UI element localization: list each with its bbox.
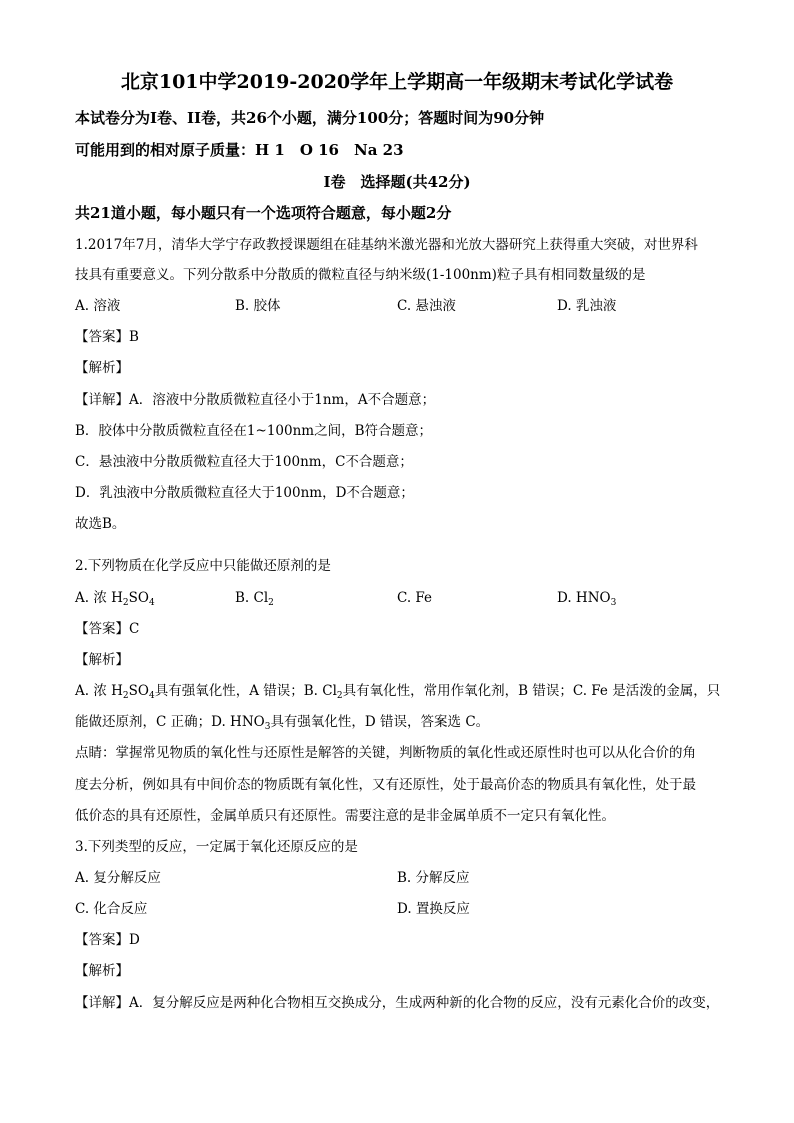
q2-option-a: [75, 589, 155, 607]
q1-detail-line-1: 【详解】A．溶液中分散质微粒直径小于1nm，A不合题意；: [75, 392, 436, 408]
q1-analysis-label: 【解析】: [75, 360, 129, 376]
q2-option-a-text: A. 浓 H: [75, 590, 123, 606]
text-run: 能做还原剂，C 正确；D. HNO: [75, 714, 265, 730]
q3-option-c: C. 化合反应: [75, 901, 148, 917]
q1-detail-line-3: C．悬浊液中分散质微粒直径大于100nm，C不合题意；: [75, 454, 413, 470]
text-run: 具有强氧化性，D 错误，答案选 C。: [270, 714, 490, 730]
q1-detail-line-2: B．胶体中分散质微粒直径在1~100nm之间，B符合题意；: [75, 423, 433, 439]
q2-note-line-2: 度去分析，例如具有中间价态的物质既有氧化性，又有还原性，处于最高价态的物质具有氧化性，处于最: [75, 777, 696, 793]
q2-note-line-1: 点睛：掌握常见物质的氧化性与还原性是解答的关键，判断物质的氧化性或还原性时也可以从化合价的角: [75, 745, 696, 761]
q2-option-d: [557, 589, 616, 607]
q3-detail-line-1: 【详解】A．复分解反应是两种化合物相互交换成分，生成两种新的化合物的反应，没有元素化合价的改变，: [75, 995, 720, 1011]
q1-option-c: C. 悬浊液: [397, 298, 456, 314]
q2-option-c: C. Fe: [397, 590, 433, 606]
q1-detail-line-4: D．乳浊液中分散质微粒直径大于100nm，D不合题意；: [75, 485, 414, 501]
q2-option-b: [235, 589, 274, 607]
q1-answer: 【答案】B: [75, 329, 139, 345]
q1-option-a: A. 溶液: [75, 298, 121, 314]
subscript: 4: [148, 691, 155, 701]
exam-intro: 本试卷分为I卷、II卷，共26个小题，满分100分；答题时间为90分钟: [75, 109, 545, 127]
q2-stem: 2.下列物质在化学反应中只能做还原剂的是: [75, 558, 331, 574]
q2-option-b-text: B. Cl: [235, 590, 269, 606]
text-run: SO: [128, 683, 149, 699]
q2-explanation-line-2: [75, 713, 734, 731]
q3-option-a: A. 复分解反应: [75, 870, 161, 886]
q2-option-a-text: SO: [128, 590, 149, 606]
section-note: 共21道小题，每小题只有一个选项符合题意，每小题2分: [75, 204, 452, 222]
subscript: 4: [148, 598, 155, 608]
subscript: 2: [122, 598, 129, 608]
subscript: 2: [122, 691, 129, 701]
q2-note-line-3: 低价态的具有还原性，金属单质只有还原性。需要注意的是非金属单质不一定只有氧化性。: [75, 808, 615, 824]
text-run: A. 浓 H: [75, 683, 123, 699]
q2-analysis-label: 【解析】: [75, 652, 129, 668]
subscript: 2: [268, 598, 274, 608]
q3-answer: 【答案】D: [75, 932, 140, 948]
q2-explanation-line-1: [75, 682, 734, 700]
subscript: 3: [610, 598, 617, 608]
text-run: 具有强氧化性，A 错误；B. Cl: [154, 683, 337, 699]
page-title: 北京101中学2019-2020学年上学期高一年级期末考试化学试卷: [120, 71, 674, 93]
subscript: 3: [264, 722, 271, 732]
q2-answer: 【答案】C: [75, 621, 140, 637]
q1-stem-line-2: 技具有重要意义。下列分散系中分散质的微粒直径与纳米级(1-100nm)粒子具有相同数量级的是: [75, 267, 646, 283]
text-run: 具有氧化性，常用作氧化剂，B 错误；C. Fe 是活泼的金属，只: [342, 683, 721, 699]
q1-stem-line-1: 1.2017年7月，清华大学宁存政教授课题组在硅基纳米激光器和光放大器研究上获得重大突破，对世界科: [75, 237, 698, 253]
section-title: I卷 选择题(共42分): [323, 173, 471, 191]
q3-analysis-label: 【解析】: [75, 963, 129, 979]
subscript: 2: [336, 691, 343, 701]
atomic-mass-note: 可能用到的相对原子质量：H 1 O 16 Na 23: [75, 141, 404, 159]
q1-option-b: B. 胶体: [235, 298, 281, 314]
q3-option-d: D. 置换反应: [397, 901, 470, 917]
q2-option-d-text: D. HNO: [557, 590, 611, 606]
q1-detail-line-5: 故选B。: [75, 516, 126, 532]
q3-stem: 3.下列类型的反应，一定属于氧化还原反应的是: [75, 839, 358, 855]
q1-option-d: D. 乳浊液: [557, 298, 617, 314]
q3-option-b: B. 分解反应: [397, 870, 470, 886]
